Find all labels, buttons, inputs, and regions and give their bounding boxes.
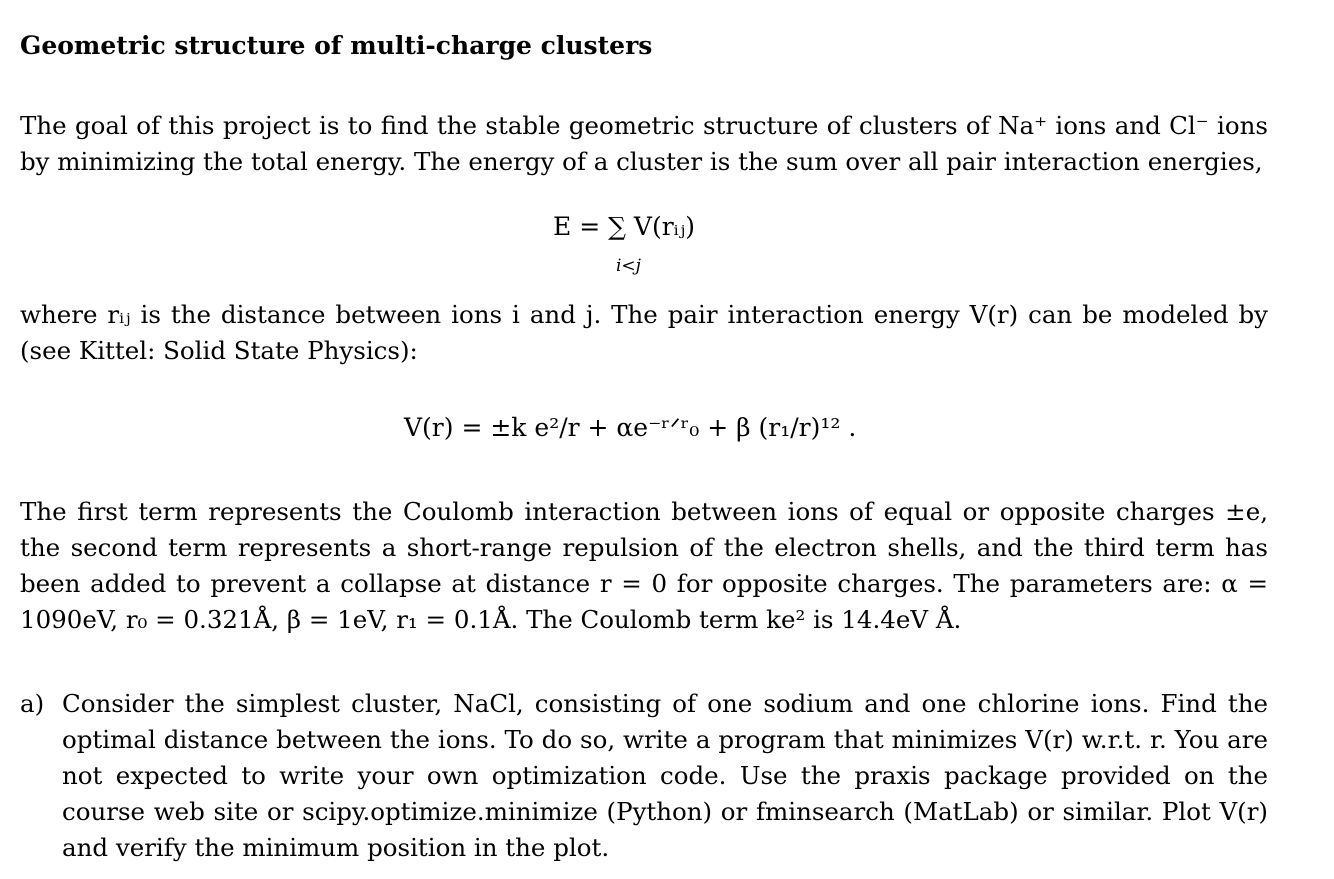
intro-paragraph — [20, 108, 1268, 180]
energy-sum-equation — [553, 212, 695, 241]
task-a-body: Consider the simplest cluster, NaCl, consisting of one sodium and one chlorine ions. Find the optimal distance between the ions. To do so, write a program that minimizes V(r) w.r.t. r. You are not expected to write your own optimization code. Use the praxis package provided on the course web site or scipy.optimize.minimize (Python) or fminsearch (MatLab) or similar. Plot V(r) and verify the minimum position in the plot. — [62, 689, 1268, 862]
intro-text: The goal of this project is to find the stable geometric structure of clusters of Na⁺ ions and Cl⁻ ions by minimizing the total energy. The energy of a cluster is the sum over all pair interaction energies, — [20, 111, 1268, 176]
pair-potential-formula: V(r) = ±k e²/r + αe⁻ʳᐟʳ₀ + β (r₁/r)¹² . — [404, 413, 857, 442]
parameters-text: The first term represents the Coulomb interaction between ions of equal or opposite charges ±e, the second term represents a short-range repulsion of the electron shells, and the third term has been added to prevent a collapse at distance r = 0 for opposite charges. The parameters are: α = 1090eV, r₀ = 0.321Å, β = 1eV, r₁ = 0.1Å. The Coulomb term ke² is 14.4eV Å. — [20, 497, 1268, 634]
pair-distance-text: where rᵢⱼ is the distance between ions i and j. The pair interaction energy V(r) can be modeled by (see Kittel: Solid State Physics): — [20, 300, 1268, 365]
task-a — [20, 686, 1268, 866]
parameters-paragraph — [20, 494, 1268, 638]
energy-sum-formula: E = ∑ V(rᵢⱼ) — [553, 212, 696, 241]
pair-distance-paragraph — [20, 297, 1268, 369]
energy-sum-subscript: i<j — [616, 256, 641, 276]
pair-potential-equation — [404, 413, 856, 442]
section-title: Geometric structure of multi-charge clusters — [20, 31, 653, 60]
task-a-marker: a) — [20, 689, 45, 718]
